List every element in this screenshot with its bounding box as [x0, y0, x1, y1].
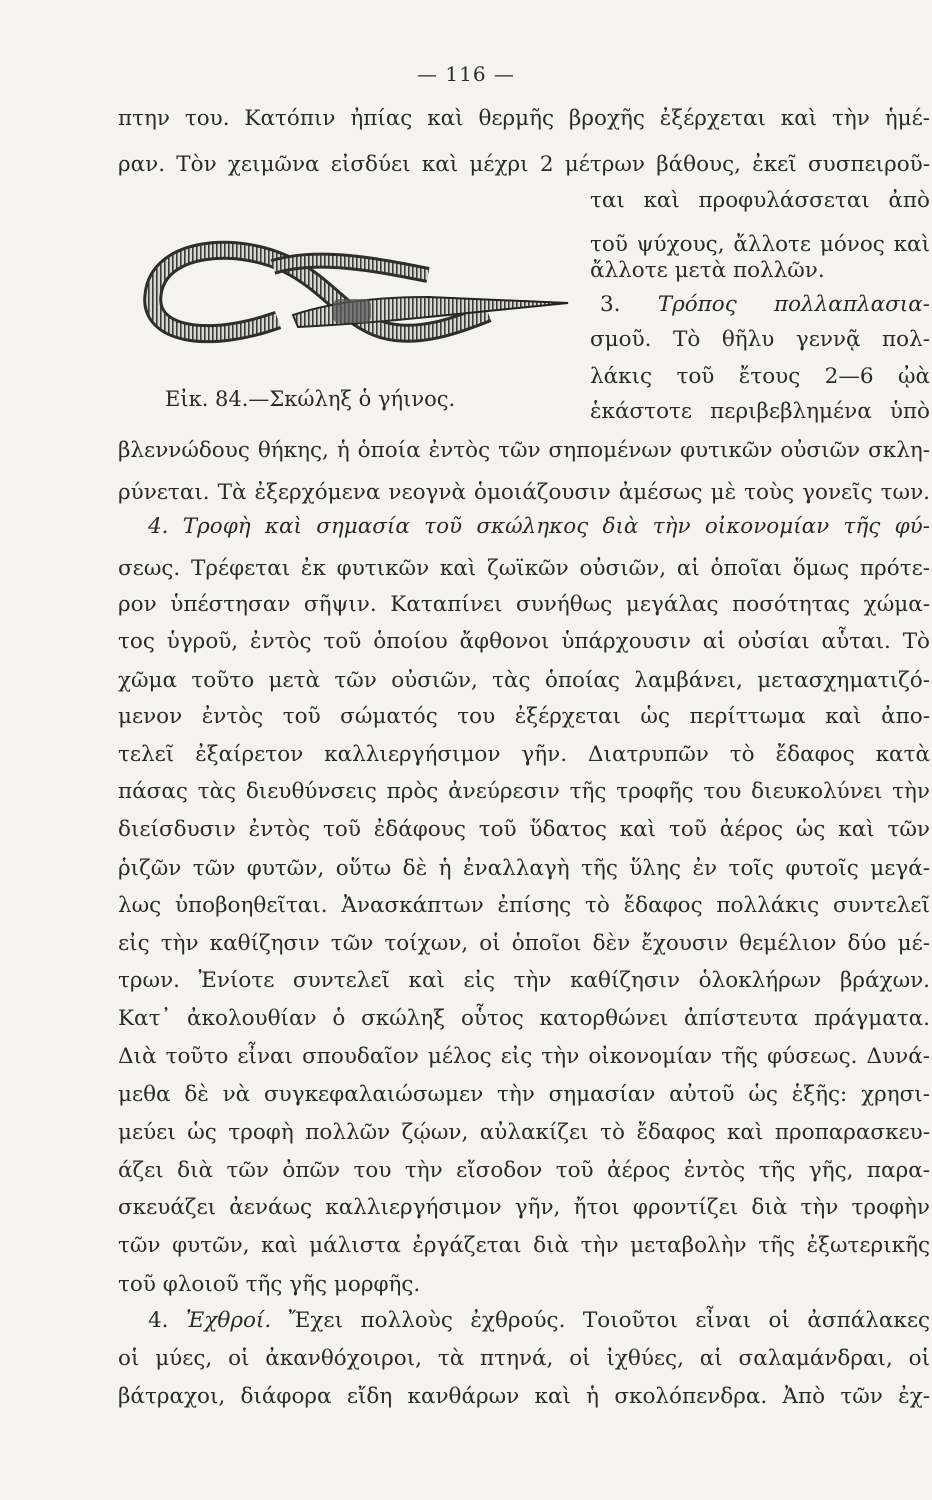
text-line: τρων. Ἐνίοτε συντελεῖ καὶ εἰς τὴν καθίζησιν ὁλοκλήρων βράχων. — [118, 968, 930, 993]
section-title: Τρόπος πολλαπλασια- — [657, 292, 930, 317]
section-heading: 4. Τροφὴ καὶ σημασία τοῦ σκώληκος διὰ τὴν οἰκονομίαν τῆς φύ- — [148, 514, 930, 539]
text-line: τος ὑγροῦ, ἐντὸς τοῦ ὁποίου ἄφθονοι ὑπάρχουσιν αἱ οὐσίαι αὗται. Τὸ — [118, 629, 930, 654]
section-title: Ἐχθροί. — [186, 1308, 272, 1333]
text-line: χῶμα τοῦτο μετὰ τῶν οὐσιῶν, τὰς ὁποίας λαμβάνει, μετασχηματιζό- — [118, 668, 930, 693]
text-line: ρύνεται. Τὰ ἐξερχόμενα νεογνὰ ὁμοιάζουσιν ἀμέσως μὲ τοὺς γονεῖς των. — [118, 480, 930, 505]
text-line: τελεῖ ἐξαίρετον καλλιεργήσιμον γῆν. Διατρυπῶν τὸ ἔδαφος κατὰ — [118, 742, 930, 767]
section-number: 3. — [600, 292, 621, 317]
text-line: ῥιζῶν τῶν φυτῶν, οὕτω δὲ ἡ ἐναλλαγὴ τῆς ὕλης ἐν τοῖς φυτοῖς μεγά- — [118, 856, 930, 881]
text-line: βλεννώδους θήκης, ἡ ὁποία ἐντὸς τῶν σηπομένων φυτικῶν οὐσιῶν σκλη- — [118, 438, 930, 463]
text-line: μεθα δὲ νὰ συγκεφαλαιώσωμεν τὴν σημασίαν αὐτοῦ ὡς ἑξῆς: χρησι- — [118, 1082, 930, 1107]
text-line: ται καὶ προφυλάσσεται ἀπὸ — [590, 188, 930, 213]
text-line: πάσας τὰς διευθύνσεις πρὸς ἀνεύρεσιν τῆς τροφῆς του διευκολύνει τὴν — [118, 779, 930, 804]
text-line: μενον ἐντὸς τοῦ σώματός του ἐξέρχεται ὡς περίττωμα καὶ ἀπο- — [118, 704, 930, 729]
text-line: Διὰ τοῦτο εἶναι σπουδαῖον μέλος εἰς τὴν οἰκονομίαν τῆς φύσεως. Δυνά- — [118, 1044, 930, 1069]
section-heading — [600, 290, 930, 320]
text-line: ραν. Τὸν χειμῶνα εἰσδύει καὶ μέχρι 2 μέτρων βάθους, ἐκεῖ συσπειροῦ- — [118, 152, 930, 177]
page-number: — 116 — — [417, 62, 515, 86]
text-line: τῶν φυτῶν, καὶ μάλιστα ἐργάζεται διὰ τὴν μεταβολὴν τῆς ἐξωτερικῆς — [118, 1233, 930, 1258]
text-line: ἄλλοτε μετὰ πολλῶν. — [590, 258, 825, 283]
text-line: ἑκάστοτε περιβεβλημένα ὑπὸ — [590, 399, 930, 424]
text-line: πτην του. Κατόπιν ἠπίας καὶ θερμῆς βροχῆς ἐξέρχεται καὶ τὴν ἡμέ- — [118, 106, 930, 131]
section-heading — [148, 1306, 930, 1336]
text-line: Κατ᾽ ἀκολουθίαν ὁ σκώληξ οὗτος κατορθώνει ἀπίστευτα πράγματα. — [118, 1006, 930, 1031]
text-line: σκευάζει ἀενάως καλλιεργήσιμον γῆν, ἤτοι φροντίζει διὰ τὴν τροφὴν — [118, 1195, 930, 1220]
text-line: λάκις τοῦ ἔτους 2—6 ᾠὰ — [590, 364, 930, 389]
text-line: τοῦ φλοιοῦ τῆς γῆς μορφῆς. — [118, 1272, 421, 1297]
text-line: λως ὑποβοηθεῖται. Ἀνασκάπτων ἐπίσης τὸ ἔδαφος πολλάκις συντελεῖ — [118, 893, 930, 918]
text-line: διείσδυσιν ἐντὸς τοῦ ἐδάφους τοῦ ὕδατος καὶ τοῦ ἀέρος ὡς καὶ τῶν — [118, 817, 930, 842]
text-line: ρον ὑπέστησαν σῆψιν. Καταπίνει συνήθως μεγάλας ποσότητας χώμα- — [118, 592, 930, 617]
text-line: μεύει ὡς τροφὴ πολλῶν ζῴων, αὐλακίζει τὸ ἔδαφος καὶ προπαρασκευ- — [118, 1120, 930, 1145]
text-line: οἱ μύες, οἱ ἀκανθόχοιροι, τὰ πτηνά, οἱ ἰχθύες, αἱ σαλαμάνδραι, οἱ — [118, 1346, 930, 1371]
text-line: σεως. Τρέφεται ἐκ φυτικῶν καὶ ζωϊκῶν οὐσιῶν, αἱ ὁποῖαι ὅμως πρότε- — [118, 556, 930, 581]
text-line: εἰς τὴν καθίζησιν τῶν τοίχων, οἱ ὁποῖοι δὲν ἔχουσιν θεμέλιον δύο μέ- — [118, 931, 930, 956]
text-line: σμοῦ. Τὸ θῆλυ γεννᾷ πολ- — [590, 327, 930, 352]
text-line: βάτραχοι, διάφορα εἴδη κανθάρων καὶ ἡ σκολόπενδρα. Ἀπὸ τῶν ἐχ- — [118, 1384, 930, 1409]
text-line: τοῦ ψύχους, ἄλλοτε μόνος καὶ — [590, 232, 930, 257]
text-line: άζει διὰ τῶν ὀπῶν του τὴν εἴσοδον τοῦ ἀέρος ἐντὸς τῆς γῆς, παρα- — [118, 1158, 930, 1183]
section-text: Ἔχει πολλοὺς ἐχθρούς. Τοιοῦτοι εἶναι οἱ ἀσπάλακες — [288, 1308, 930, 1333]
figure-caption: Εἰκ. 84.—Σκώληξ ὁ γήινος. — [165, 387, 456, 411]
earthworm-illustration — [128, 225, 598, 395]
section-number: 4. — [148, 1308, 169, 1333]
